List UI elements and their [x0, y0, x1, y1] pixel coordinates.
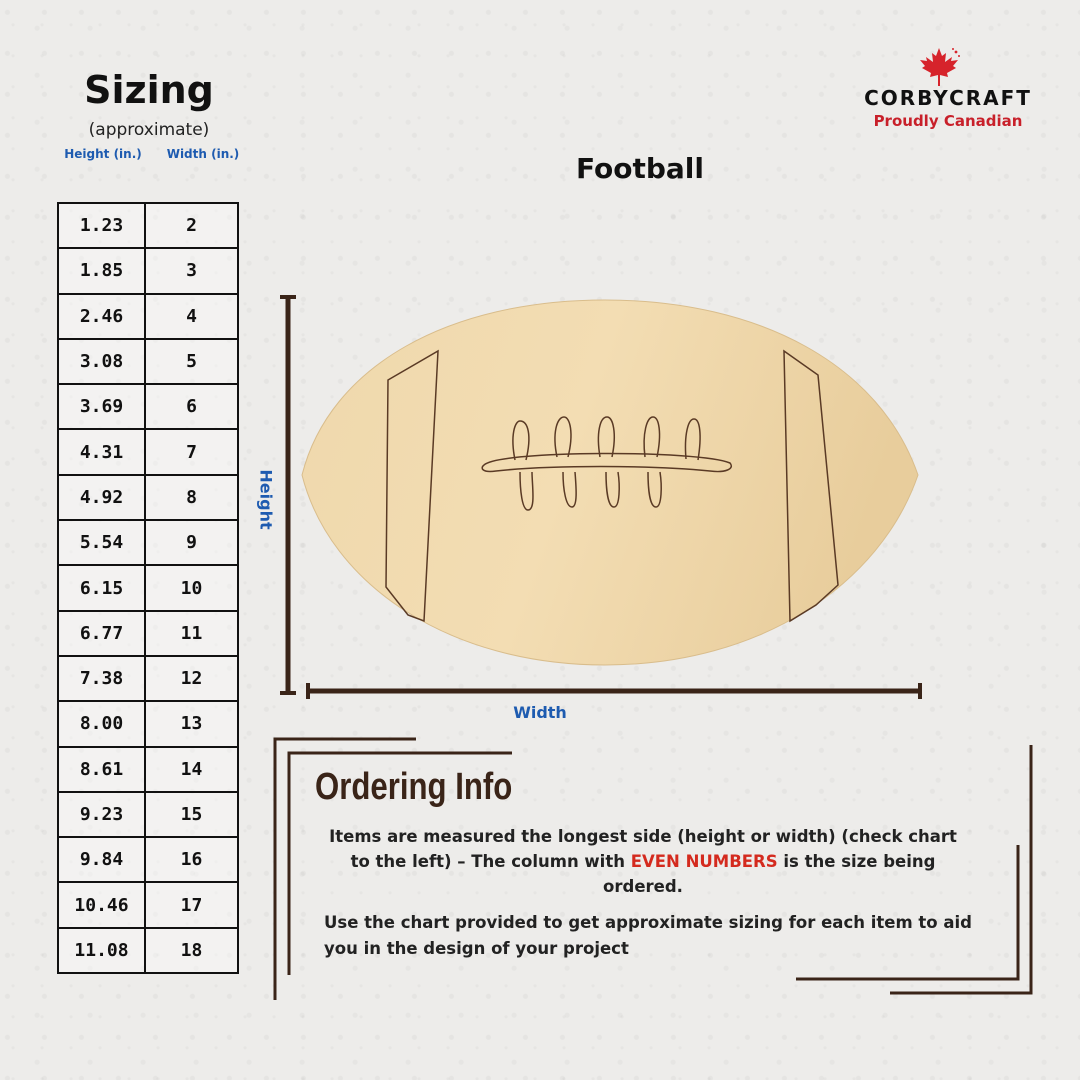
- height-cell: 9.84: [58, 837, 145, 882]
- height-cell: 6.77: [58, 611, 145, 656]
- height-column-header: Height (in.): [64, 147, 142, 161]
- table-row: [58, 429, 238, 474]
- table-row: [58, 475, 238, 520]
- height-cell: 3.69: [58, 384, 145, 429]
- height-cell: 6.15: [58, 565, 145, 610]
- ordering-info-title: Ordering Info: [315, 766, 513, 808]
- ordering-info-text: [318, 824, 968, 899]
- width-cell: 5: [145, 339, 238, 384]
- width-cell: 9: [145, 520, 238, 565]
- width-cell: 16: [145, 837, 238, 882]
- even-numbers-highlight: EVEN NUMBERS: [630, 852, 778, 871]
- height-cell: 4.31: [58, 429, 145, 474]
- height-cell: 11.08: [58, 928, 145, 973]
- height-cell: 8.00: [58, 701, 145, 746]
- table-row: [58, 747, 238, 792]
- width-cell: 15: [145, 792, 238, 837]
- width-cell: 17: [145, 882, 238, 927]
- table-row: [58, 565, 238, 610]
- table-row: [58, 928, 238, 973]
- width-cell: 7: [145, 429, 238, 474]
- brand-name: CORBYCRAFT: [864, 86, 1032, 110]
- football-diagram: [270, 285, 930, 705]
- width-cell: 18: [145, 928, 238, 973]
- width-cell: 11: [145, 611, 238, 656]
- height-cell: 7.38: [58, 656, 145, 701]
- width-cell: 14: [145, 747, 238, 792]
- width-label: Width: [513, 703, 567, 722]
- height-label: Height: [256, 469, 276, 530]
- ordering-info-note: Use the chart provided to get approximate sizing for each item to aid you in the design of your project: [324, 913, 972, 958]
- height-cell: 3.08: [58, 339, 145, 384]
- table-row: [58, 792, 238, 837]
- table-row: [58, 203, 238, 248]
- table-row: [58, 837, 238, 882]
- ordering-text-part2: is the size being ordered.: [603, 852, 936, 896]
- maple-leaf-icon: [916, 46, 962, 88]
- sizing-subtitle: (approximate): [88, 120, 210, 140]
- product-title: Football: [576, 152, 704, 185]
- width-cell: 12: [145, 656, 238, 701]
- width-column-header: Width (in.): [166, 147, 240, 161]
- brand-tagline: Proudly Canadian: [873, 112, 1023, 130]
- sizing-title: Sizing: [84, 68, 214, 112]
- width-cell: 3: [145, 248, 238, 293]
- table-row: [58, 248, 238, 293]
- table-row: [58, 656, 238, 701]
- table-row: [58, 294, 238, 339]
- table-row: [58, 882, 238, 927]
- ordering-text-part1: Items are measured the longest side (height or width) (check chart to the left) – The column with: [329, 827, 957, 871]
- height-cell: 5.54: [58, 520, 145, 565]
- width-cell: 2: [145, 203, 238, 248]
- table-row: [58, 701, 238, 746]
- width-cell: 13: [145, 701, 238, 746]
- height-cell: 1.85: [58, 248, 145, 293]
- height-cell: 2.46: [58, 294, 145, 339]
- height-cell: 1.23: [58, 203, 145, 248]
- height-cell: 10.46: [58, 882, 145, 927]
- table-row: [58, 520, 238, 565]
- football-shape: [302, 300, 918, 665]
- width-cell: 4: [145, 294, 238, 339]
- table-row: [58, 384, 238, 429]
- height-cell: 9.23: [58, 792, 145, 837]
- height-cell: 8.61: [58, 747, 145, 792]
- sizing-table: [57, 202, 239, 974]
- table-row: [58, 339, 238, 384]
- width-cell: 10: [145, 565, 238, 610]
- width-cell: 8: [145, 475, 238, 520]
- width-cell: 6: [145, 384, 238, 429]
- height-cell: 4.92: [58, 475, 145, 520]
- table-row: [58, 611, 238, 656]
